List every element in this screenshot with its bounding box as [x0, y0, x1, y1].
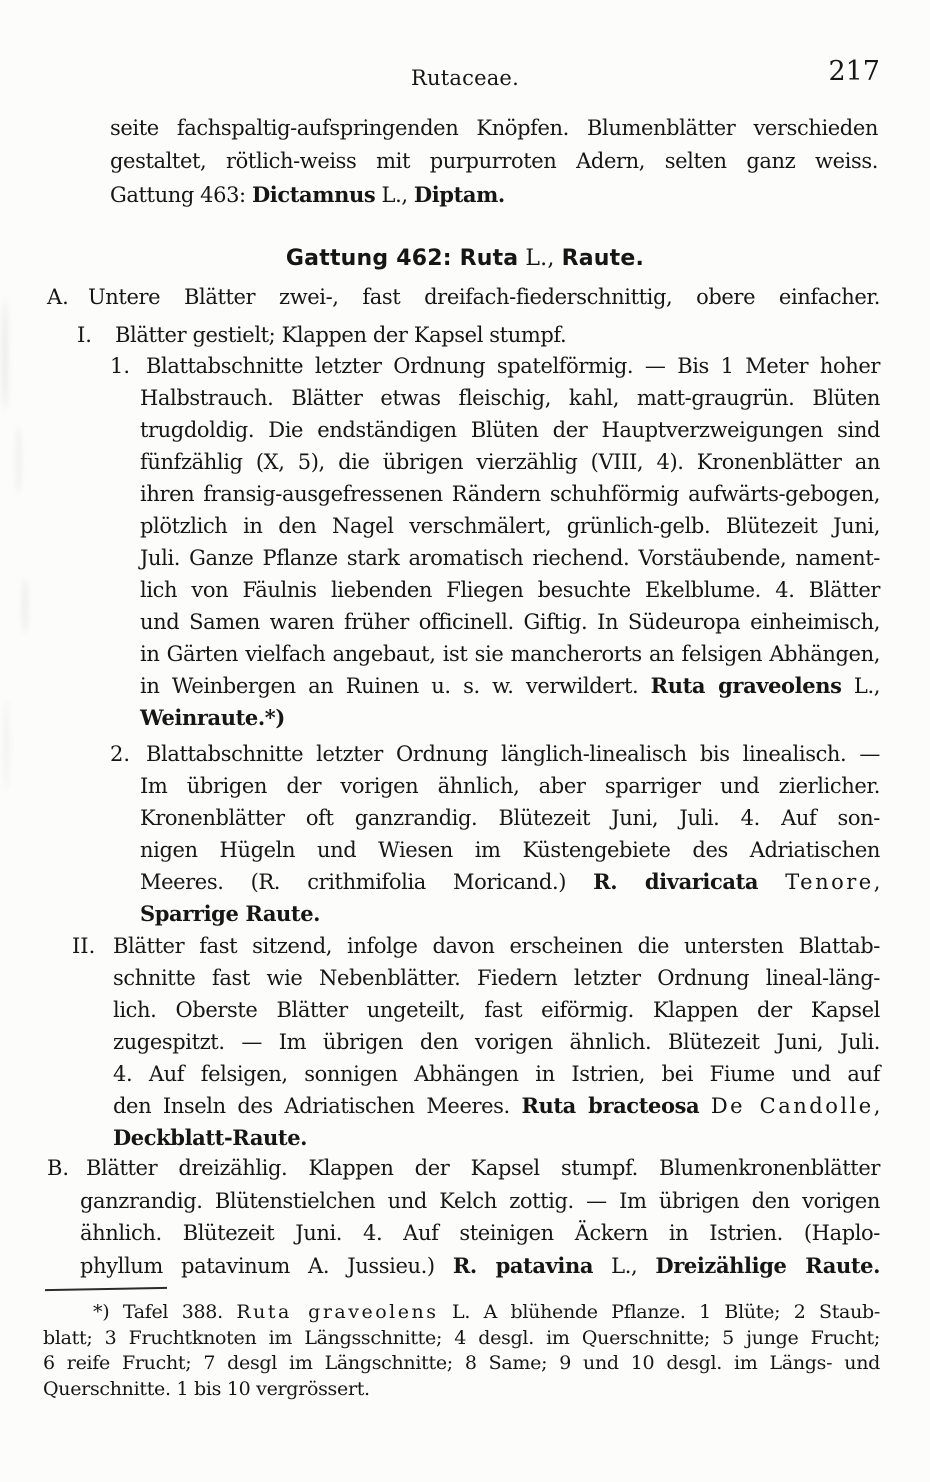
- text-segment: L.,: [841, 674, 880, 698]
- text-segment: gestaltet, rötlich-weiss mit purpurroten Adern, selten ganz weiss.: [110, 149, 878, 173]
- text-segment: Blätter dreizählig. Klappen der Kapsel stumpf. Blumenkronenblätter: [86, 1156, 880, 1180]
- text-segment: 4. Auf felsigen, sonnigen Abhängen in Istrien, bei Fiume und auf: [113, 1062, 880, 1086]
- text-segment: Sparrige Raute.: [140, 901, 321, 926]
- genus-heading: [0, 246, 930, 271]
- text-segment: ganzrandig. Blütenstielchen und Kelch zottig. — Im übrigen den vorigen: [80, 1188, 880, 1213]
- text-segment: 6 reife Frucht; 7 desgl im Längschnitte; 8 Same; 9 und 10 desgl. im Längs- und: [43, 1352, 880, 1374]
- text-line: [140, 478, 880, 510]
- text-line: [43, 1326, 880, 1352]
- text-line: [88, 281, 880, 313]
- text-segment: Deckblatt-Raute.: [113, 1125, 308, 1150]
- text-line: [140, 414, 880, 446]
- text-segment: Ruta bracteosa: [521, 1093, 700, 1118]
- text-segment: Ruta graveolens: [236, 1301, 439, 1323]
- text-segment: Gattung 463:: [110, 183, 252, 207]
- text-line: [140, 510, 880, 542]
- text-line: [113, 994, 880, 1026]
- text-segment: ähnlich. Blütezeit Juni. 4. Auf steinigen Äckern in Istrien. (Haplo-: [80, 1221, 880, 1245]
- outline-item-2: [0, 738, 930, 930]
- text-segment: Meeres. (R. crithmifolia Moricand.): [140, 870, 594, 894]
- item-label: I.: [77, 323, 92, 347]
- text-line: [80, 1185, 880, 1218]
- text-segment: Im übrigen der vorigen ähnlich, aber sparriger und zierlicher.: [140, 774, 880, 798]
- text-segment: [699, 1094, 711, 1118]
- text-segment: und Samen waren früher officinell. Giftig. In Südeuropa einheimisch,: [140, 610, 880, 634]
- text-segment: Ruta graveolens: [650, 673, 842, 698]
- text-segment: Kronenblätter oft ganzrandig. Blütezeit Juni, Juli. 4. Auf son-: [140, 806, 880, 830]
- text-line: [80, 1217, 880, 1250]
- text-segment: seite fachspaltig-aufspringenden Knöpfen. Blumenblätter verschieden: [110, 116, 878, 140]
- text-line: [140, 670, 880, 702]
- text-segment: nigen Hügeln und Wiesen im Küstengebiete des Adriatischen: [140, 838, 880, 862]
- text-segment: blatt; 3 Fruchtknoten im Längsschnitte; 4 desgl. im Querschnitte; 5 junge Frucht;: [43, 1326, 880, 1349]
- text-segment: Blattabschnitte letzter Ordnung länglich-linealisch bis linealisch. —: [146, 742, 880, 766]
- text-segment: lich von Fäulnis liebenden Fliegen besuchte Ekelblume. 4. Blätter: [140, 578, 880, 602]
- text-line: [140, 866, 880, 898]
- text-segment: Tenore: [785, 870, 874, 894]
- text-line: [113, 962, 880, 994]
- text-segment: L.,: [375, 183, 414, 207]
- text-segment: R. divaricata: [593, 869, 759, 894]
- text-segment: *) Tafel 388.: [93, 1301, 237, 1323]
- text-segment: L.,: [593, 1253, 656, 1278]
- text-line: [113, 1026, 880, 1058]
- footnote: [43, 1300, 880, 1402]
- text-segment: Dictamnus: [251, 182, 376, 207]
- item-body: [80, 1152, 880, 1282]
- text-segment: Untere Blätter zwei-, fast dreifach-fiederschnittig, obere einfacher.: [88, 285, 880, 309]
- text-segment: den Inseln des Adriatischen Meeres.: [113, 1094, 522, 1118]
- text-segment: L. A blühende Pflanze. 1 Blüte; 2 Staub-: [438, 1301, 881, 1323]
- item-label: II.: [72, 934, 96, 958]
- item-label: 2.: [110, 742, 131, 766]
- text-segment: Diptam.: [413, 182, 505, 207]
- genus-heading-common-name: Raute.: [561, 246, 645, 271]
- item-body: [140, 738, 880, 930]
- text-segment: lich. Oberste Blätter ungeteilt, fast eiförmig. Klappen der Kapsel: [113, 998, 880, 1022]
- outline-item-A: [0, 281, 930, 313]
- item-body: [113, 930, 880, 1154]
- text-line: [80, 1152, 880, 1185]
- text-line: [113, 930, 880, 962]
- text-line: [140, 542, 880, 574]
- text-line: [140, 350, 880, 382]
- item-body: [115, 319, 880, 351]
- text-line: [140, 834, 880, 866]
- outline-item-I: [0, 319, 930, 351]
- text-line: [113, 1090, 880, 1122]
- text-line: [140, 606, 880, 638]
- text-segment: R. patavina: [452, 1252, 594, 1278]
- item-label: A.: [47, 285, 69, 309]
- text-segment: Blätter gestielt; Klappen der Kapsel stumpf.: [115, 323, 567, 347]
- text-segment: ,: [873, 870, 880, 894]
- text-segment: plötzlich in den Nagel verschmälert, grünlich-gelb. Blütezeit Juni,: [140, 514, 880, 538]
- text-line: [113, 1058, 880, 1090]
- text-line: [140, 702, 880, 734]
- outline-item-1: [0, 350, 930, 734]
- text-line: [115, 319, 880, 351]
- genus-heading-author: L.,: [525, 246, 555, 271]
- text-line: [43, 1377, 880, 1403]
- text-line: [140, 382, 880, 414]
- text-segment: trugdoldig. Die endständigen Blüten der Hauptverzweigungen sind: [140, 418, 880, 442]
- item-label: B.: [47, 1156, 70, 1180]
- text-line: [113, 1122, 880, 1154]
- text-line: [110, 112, 878, 145]
- footnote-rule: [45, 1287, 167, 1291]
- item-label: 1.: [110, 354, 131, 378]
- text-segment: De Candolle: [710, 1094, 874, 1118]
- text-line: [43, 1351, 880, 1377]
- text-segment: Blätter fast sitzend, infolge davon erscheinen die untersten Blattab-: [113, 934, 880, 958]
- text-line: [140, 770, 880, 802]
- text-line: [140, 638, 880, 670]
- text-segment: fünfzählig (X, 5), die übrigen vierzählig (VIII, 4). Kronenblätter an: [140, 450, 880, 474]
- outline-item-II: [0, 930, 930, 1154]
- genus-heading-number: Gattung 462: Ruta: [285, 246, 519, 271]
- text-line: [140, 574, 880, 606]
- text-segment: in Weinbergen an Ruinen u. s. w. verwildert.: [140, 674, 651, 698]
- intro-paragraph: [110, 112, 878, 212]
- running-head: Rutaceae.: [411, 66, 519, 90]
- text-line: [140, 446, 880, 478]
- text-segment: zugespitzt. — Im übrigen den vorigen ähnlich. Blütezeit Juni, Juli.: [113, 1030, 880, 1054]
- text-line: [110, 145, 878, 178]
- text-line: [80, 1250, 880, 1283]
- text-line: [140, 802, 880, 834]
- outline-item-B: [0, 1152, 930, 1282]
- item-body: [88, 281, 880, 313]
- text-segment: schnitte fast wie Nebenblätter. Fiedern letzter Ordnung lineal-läng-: [113, 966, 880, 990]
- text-segment: in Gärten vielfach angebaut, ist sie mancherorts an felsigen Abhängen,: [140, 642, 880, 666]
- text-line: [140, 738, 880, 770]
- text-segment: Juli. Ganze Pflanze stark aromatisch riechend. Vorstäubende, nament-: [140, 546, 880, 570]
- text-segment: Halbstrauch. Blätter etwas fleischig, kahl, matt-graugrün. Blüten: [140, 386, 880, 410]
- text-line: [140, 898, 880, 930]
- text-segment: phyllum patavinum A. Jussieu.): [80, 1253, 453, 1278]
- text-segment: ihren fransig-ausgefressenen Rändern schuhförmig aufwärts-gebogen,: [140, 482, 880, 506]
- item-body: [140, 350, 880, 734]
- text-line: [43, 1300, 880, 1326]
- text-segment: [758, 870, 785, 894]
- text-segment: ,: [873, 1094, 880, 1118]
- text-segment: Weinraute.*): [140, 705, 285, 730]
- page-number: 217: [828, 56, 880, 87]
- text-line: [110, 178, 878, 212]
- text-segment: Blattabschnitte letzter Ordnung spatelförmig. — Bis 1 Meter hoher: [146, 354, 880, 378]
- text-segment: Querschnitte. 1 bis 10 vergrössert.: [43, 1377, 370, 1400]
- text-segment: Dreizählige Raute.: [655, 1252, 880, 1278]
